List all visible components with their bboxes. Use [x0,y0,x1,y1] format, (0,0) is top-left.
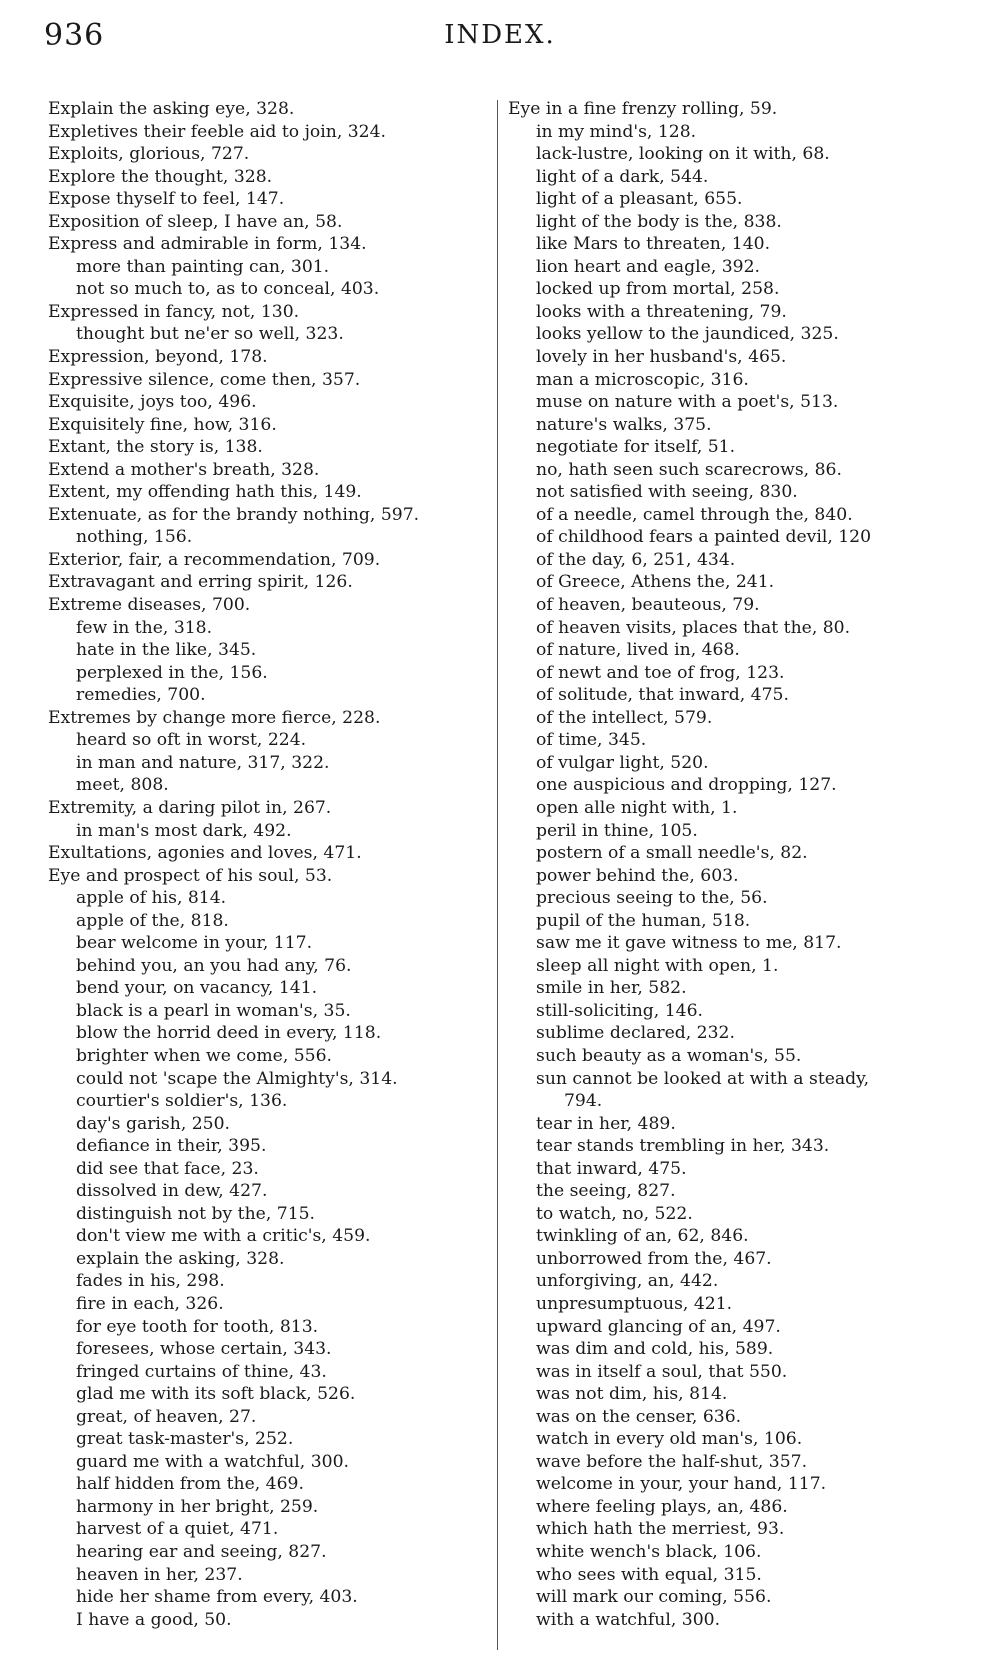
index-subentry: not satisfied with seeing, 830. [536,482,798,503]
index-subentry: was in itself a soul, that 550. [536,1361,788,1382]
index-subentry: courtier's soldier's, 136. [76,1091,288,1112]
index-subentry: welcome in your, your hand, 117. [536,1474,827,1495]
page-number: 936 [44,18,105,53]
index-subentry: of time, 345. [536,730,647,751]
index-subentry: heard so oft in worst, 224. [76,730,307,751]
index-subentry: unpresumptuous, 421. [536,1293,733,1314]
index-subentry: white wench's black, 106. [536,1542,762,1562]
index-subentry: lion heart and eagle, 392. [536,256,761,277]
index-subentry: in my mind's, 128. [536,121,697,142]
index-subentry: black is a pearl in woman's, 35. [76,1000,351,1021]
index-subentry: thought but ne'er so well, 323. [76,324,344,345]
index-column-right [508,98,948,1631]
index-subentry: tear stands trembling in her, 343. [536,1136,830,1157]
index-subentry: perplexed in the, 156. [76,662,268,683]
index-subentry: tear in her, 489. [536,1113,676,1134]
index-subentry: upward glancing of an, 497. [536,1316,781,1337]
index-subentry: of heaven, beauteous, 79. [536,595,760,616]
index-subentry: in man's most dark, 492. [76,820,292,841]
index-subentry: with a watchful, 300. [536,1609,721,1630]
index-subentry: postern of a small needle's, 82. [536,843,808,864]
index-subentry: nothing, 156. [76,527,193,548]
index-subentry: negotiate for itself, 51. [536,437,736,458]
index-subentry: of nature, lived in, 468. [536,640,740,661]
index-subentry: brighter when we come, 556. [76,1045,333,1066]
index-subentry: such beauty as a woman's, 55. [536,1045,802,1066]
index-heading-entry: Exploits, glorious, 727. [48,144,250,165]
index-subentry: will mark our coming, 556. [536,1587,772,1608]
index-subentry: heaven in her, 237. [76,1564,243,1585]
index-heading-entry: Extend a mother's breath, 328. [48,459,320,480]
index-subentry: where feeling plays, an, 486. [536,1496,788,1517]
index-heading-entry: Explain the asking eye, 328. [48,99,295,119]
index-subentry: harmony in her bright, 259. [76,1496,319,1517]
index-subentry: day's garish, 250. [76,1113,231,1134]
column-divider [497,100,498,1650]
index-subentry: locked up from mortal, 258. [536,279,780,300]
index-heading-entry: Expressive silence, come then, 357. [48,369,361,390]
index-subentry: light of a dark, 544. [536,166,709,187]
index-column-left [48,98,488,1631]
index-subentry: distinguish not by the, 715. [76,1203,316,1224]
index-subentry: fringed curtains of thine, 43. [76,1361,327,1382]
index-subentry: man a microscopic, 316. [536,369,749,390]
index-subentry: power behind the, 603. [536,865,739,886]
index-subentry: hate in the like, 345. [76,640,257,661]
index-subentry: sleep all night with open, 1. [536,955,779,976]
index-subentry: nature's walks, 375. [536,414,712,435]
index-heading-entry: Express and admirable in form, 134. [48,234,367,255]
index-subentry: glad me with its soft black, 526. [76,1384,356,1405]
index-subentry: wave before the half-shut, 357. [536,1451,808,1472]
index-subentry: one auspicious and dropping, 127. [536,775,837,796]
index-subentry: which hath the merriest, 93. [536,1519,785,1540]
index-subentry: few in the, 318. [76,617,213,638]
index-subentry: looks with a threatening, 79. [536,301,787,322]
index-subentry: light of the body is the, 838. [536,211,782,232]
index-subentry: could not 'scape the Almighty's, 314. [76,1068,398,1089]
index-subentry: don't view me with a critic's, 459. [76,1226,371,1247]
index-subentry: still-soliciting, 146. [536,1000,703,1021]
index-subentry: in man and nature, 317, 322. [76,752,330,773]
index-subentry: saw me it gave witness to me, 817. [536,933,842,954]
index-subentry: for eye tooth for tooth, 813. [76,1316,319,1337]
index-subentry: unforgiving, an, 442. [536,1271,719,1292]
index-subentry: of Greece, Athens the, 241. [536,572,775,593]
index-heading-entry: Extremes by change more fierce, 228. [48,707,381,728]
index-subentry: that inward, 475. [536,1158,687,1179]
index-subentry: no, hath seen such scarecrows, 86. [536,459,842,480]
index-subentry: bear welcome in your, 117. [76,933,313,954]
index-subentry: of a needle, camel through the, 840. [536,504,853,525]
index-heading-entry: Expose thyself to feel, 147. [48,189,285,210]
index-subentry: the seeing, 827. [536,1181,676,1202]
index-subentry: hearing ear and seeing, 827. [76,1542,327,1562]
index-subentry: did see that face, 23. [76,1158,259,1179]
index-subentry: great task-master's, 252. [76,1429,294,1450]
index-heading-entry: Exquisitely fine, how, 316. [48,414,277,435]
index-subentry: lovely in her husband's, 465. [536,347,787,368]
index-subentry: was dim and cold, his, 589. [536,1339,774,1360]
index-subentry: sublime declared, 232. [536,1023,735,1044]
index-subentry: great, of heaven, 27. [76,1406,257,1427]
index-subentry: half hidden from the, 469. [76,1474,304,1495]
index-subentry: twinkling of an, 62, 846. [536,1226,749,1247]
index-heading-entry: Exquisite, joys too, 496. [48,392,257,413]
index-subentry: blow the horrid deed in every, 118. [76,1023,382,1044]
index-subentry: was not dim, his, 814. [536,1384,728,1405]
index-subentry: of childhood fears a painted devil, 120 [536,527,872,548]
index-subentry: apple of the, 818. [76,910,229,931]
index-subentry: looks yellow to the jaundiced, 325. [536,324,839,345]
index-subentry: behind you, an you had any, 76. [76,955,352,976]
index-subentry: sun cannot be looked at with a steady, [536,1068,870,1089]
index-heading-entry: Exterior, fair, a recommendation, 709. [48,549,381,570]
index-heading-entry: Extant, the story is, 138. [48,437,263,458]
index-heading-entry: Eye in a fine frenzy rolling, 59. [508,99,778,119]
index-subentry: hide her shame from every, 403. [76,1587,358,1608]
index-subentry: meet, 808. [76,775,169,796]
index-subentry: lack-lustre, looking on it with, 68. [536,144,830,165]
index-subentry: like Mars to threaten, 140. [536,234,771,255]
index-subentry: explain the asking, 328. [76,1248,285,1269]
index-subentry: unborrowed from the, 467. [536,1248,772,1269]
index-subentry: guard me with a watchful, 300. [76,1451,349,1472]
index-subentry: of solitude, that inward, 475. [536,685,789,706]
index-subentry: smile in her, 582. [536,978,687,999]
index-heading-entry: Expressed in fancy, not, 130. [48,301,300,322]
index-subentry: muse on nature with a poet's, 513. [536,392,839,413]
index-heading-entry: Extent, my offending hath this, 149. [48,482,362,503]
index-subentry: I have a good, 50. [76,1609,232,1630]
index-subentry: 794. [564,1091,603,1112]
index-heading-entry: Extenuate, as for the brandy nothing, 597. [48,504,420,525]
index-subentry: was on the censer, 636. [536,1406,742,1427]
index-subentry: precious seeing to the, 56. [536,888,768,909]
index-subentry: of vulgar light, 520. [536,752,709,773]
index-subentry: pupil of the human, 518. [536,910,751,931]
index-heading-entry: Expletives their feeble aid to join, 324. [48,121,387,142]
index-heading-entry: Explore the thought, 328. [48,166,273,187]
index-subentry: apple of his, 814. [76,888,227,909]
index-subentry: defiance in their, 395. [76,1136,267,1157]
index-subentry: bend your, on vacancy, 141. [76,978,318,999]
index-subentry: foresees, whose certain, 343. [76,1339,332,1360]
index-subentry: open alle night with, 1. [536,797,738,818]
index-subentry: harvest of a quiet, 471. [76,1519,279,1540]
index-subentry: remedies, 700. [76,685,206,706]
index-heading-entry: Exultations, agonies and loves, 471. [48,843,362,864]
index-subentry: of heaven visits, places that the, 80. [536,617,851,638]
index-subentry: peril in thine, 105. [536,820,698,841]
index-heading-entry: Extravagant and erring spirit, 126. [48,572,353,593]
index-subentry: of the intellect, 579. [536,707,713,728]
index-subentry: fire in each, 326. [76,1293,224,1314]
index-subentry: not so much to, as to conceal, 403. [76,279,380,300]
index-heading-entry: Expression, beyond, 178. [48,347,268,368]
index-heading-entry: Extremity, a daring pilot in, 267. [48,797,332,818]
index-subentry: of newt and toe of frog, 123. [536,662,785,683]
index-subentry: dissolved in dew, 427. [76,1181,268,1202]
index-heading-entry: Extreme diseases, 700. [48,595,251,616]
index-heading-entry: Exposition of sleep, I have an, 58. [48,211,343,232]
running-head-title: INDEX. [444,20,556,50]
index-heading-entry: Eye and prospect of his soul, 53. [48,865,333,886]
index-subentry: who sees with equal, 315. [536,1564,762,1585]
index-subentry: light of a pleasant, 655. [536,189,743,210]
index-subentry: to watch, no, 522. [536,1203,693,1224]
index-subentry: of the day, 6, 251, 434. [536,549,736,570]
index-subentry: fades in his, 298. [76,1271,225,1292]
index-subentry: watch in every old man's, 106. [536,1429,803,1450]
index-subentry: more than painting can, 301. [76,256,330,277]
